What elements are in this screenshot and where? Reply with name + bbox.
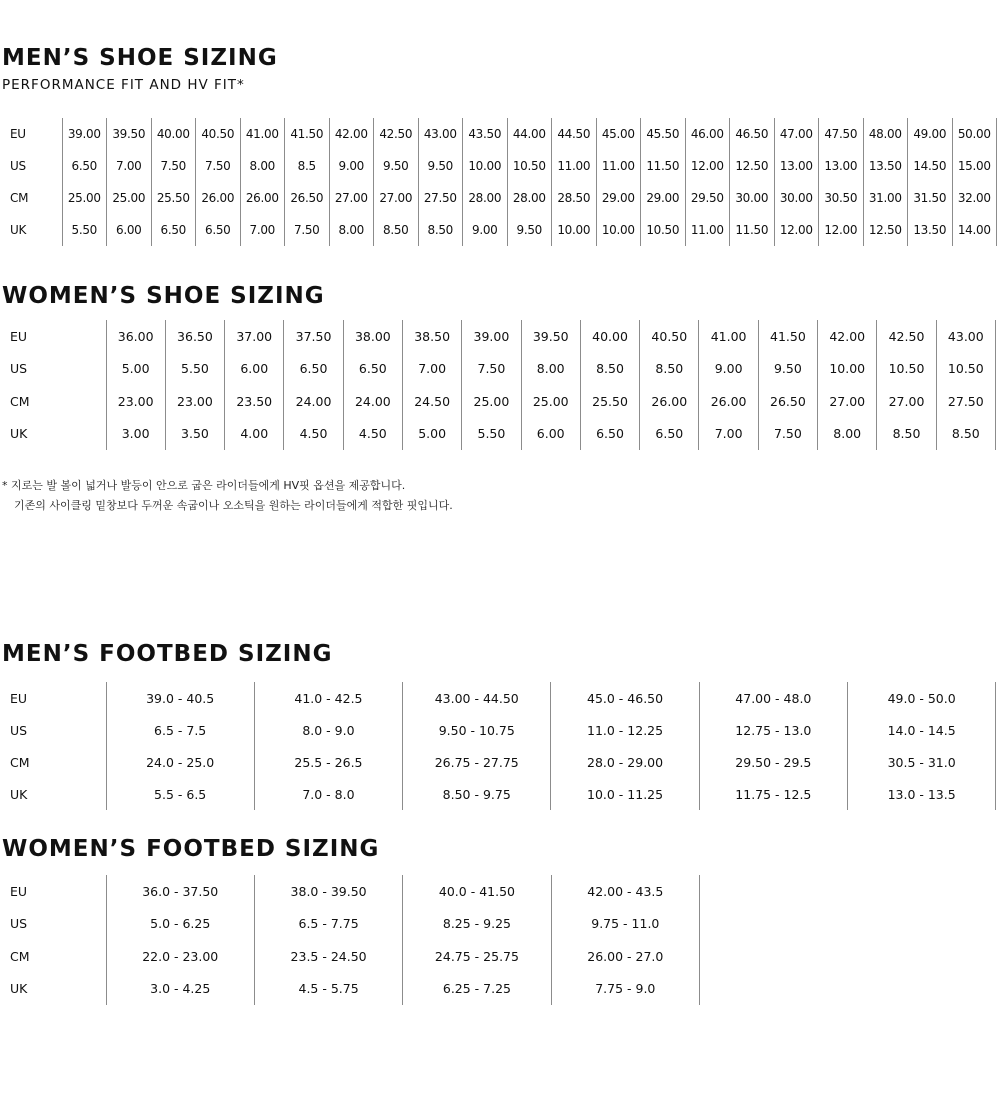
size-row-uk [0,418,996,451]
mens-shoe-sizing-subtitle: PERFORMANCE FIT AND HV FIT* [2,77,245,93]
size-cell: 10.00 [596,214,641,246]
size-system-label: UK [10,223,27,237]
size-cell: 6.5 - 7.75 [254,908,402,941]
size-cell: 49.00 [908,118,953,150]
size-row-eu [0,875,700,908]
size-cell: 41.00 [240,118,285,150]
size-cell: 3.00 [106,418,165,451]
size-cell: 9.00 [329,150,374,182]
size-cell: 29.00 [641,182,686,214]
size-cell: 7.50 [462,353,521,386]
size-cell: 27.00 [818,385,877,418]
womens-footbed-sizing-title: WOMEN’S FOOTBED SIZING [2,836,380,862]
size-cell: 41.50 [758,320,817,353]
size-cell: 9.00 [699,353,758,386]
size-cell: 41.0 - 42.5 [254,682,402,714]
size-cell: 30.00 [774,182,819,214]
size-cell: 50.00 [952,118,997,150]
size-cell: 6.25 - 7.25 [403,973,551,1006]
size-cell: 24.75 - 25.75 [403,940,551,973]
size-cell: 6.00 [225,353,284,386]
hv-fit-note [2,476,453,516]
size-cell: 11.00 [685,214,730,246]
size-cell: 38.50 [402,320,461,353]
size-cell: 23.00 [106,385,165,418]
size-system-label: US [10,159,26,173]
size-system-label: EU [10,127,26,141]
size-cell: 46.00 [685,118,730,150]
size-cell: 36.00 [106,320,165,353]
size-cell: 23.00 [165,385,224,418]
size-cell: 43.00 - 44.50 [403,682,551,714]
size-cell: 13.00 [819,150,864,182]
size-cell: 3.50 [165,418,224,451]
size-cell: 7.00 [402,353,461,386]
size-cell: 26.00 [699,385,758,418]
size-cell: 6.50 [640,418,699,451]
size-system-label: CM [10,754,30,770]
size-cell: 5.50 [62,214,107,246]
size-cell: 13.50 [908,214,953,246]
size-cell: 9.50 [418,150,463,182]
size-cell: 4.00 [225,418,284,451]
size-cell: 13.0 - 13.5 [847,778,995,810]
size-cell: 24.0 - 25.0 [106,746,254,778]
size-cell: 28.00 [463,182,508,214]
size-system-label: US [10,722,28,738]
size-cell: 4.5 - 5.75 [254,973,402,1006]
size-cell: 7.50 [196,150,241,182]
size-cell: 8.00 [240,150,285,182]
size-cell: 25.00 [521,385,580,418]
size-cell: 24.00 [284,385,343,418]
size-cell: 24.50 [402,385,461,418]
size-cell: 39.00 [462,320,521,353]
size-row-cm [0,940,700,973]
size-system-label: EU [10,328,28,344]
size-cell: 25.00 [462,385,521,418]
size-cell: 9.50 [374,150,419,182]
size-cell: 6.50 [151,214,196,246]
size-system-label: UK [10,981,28,997]
womens-footbed-size-table [0,875,700,1005]
size-cell: 8.50 [877,418,936,451]
size-cell: 43.50 [463,118,508,150]
size-cell: 5.50 [462,418,521,451]
size-cell: 29.00 [596,182,641,214]
size-cell: 36.0 - 37.50 [106,875,254,908]
size-cell: 6.50 [284,353,343,386]
size-cell: 40.0 - 41.50 [403,875,551,908]
size-cell: 7.50 [285,214,330,246]
womens-shoe-size-table [0,320,996,450]
size-cell: 13.50 [863,150,908,182]
size-cell: 27.50 [936,385,995,418]
size-row-uk [0,214,997,246]
hv-fit-note-line-2: 기존의 사이클링 밑창보다 두꺼운 속굽이나 오소틱을 원하는 라이더들에게 적합한 핏입니다. [14,499,453,512]
size-cell: 8.50 [640,353,699,386]
size-cell: 39.50 [107,118,152,150]
size-cell: 23.5 - 24.50 [254,940,402,973]
size-cell: 26.00 - 27.0 [551,940,699,973]
size-cell: 46.50 [730,118,775,150]
size-cell: 31.50 [908,182,953,214]
size-cell: 23.50 [225,385,284,418]
size-cell: 8.50 - 9.75 [403,778,551,810]
size-row-eu [0,118,997,150]
size-cell: 48.00 [863,118,908,150]
size-cell: 45.50 [641,118,686,150]
size-cell: 6.00 [107,214,152,246]
size-cell: 26.00 [240,182,285,214]
size-cell: 31.00 [863,182,908,214]
size-cell: 9.50 - 10.75 [403,714,551,746]
mens-footbed-sizing-title: MEN’S FOOTBED SIZING [2,641,333,667]
size-cell: 8.00 [521,353,580,386]
size-cell: 26.00 [196,182,241,214]
size-cell: 27.50 [418,182,463,214]
size-cell: 7.00 [107,150,152,182]
size-cell: 26.75 - 27.75 [403,746,551,778]
size-cell: 26.50 [285,182,330,214]
size-cell: 43.00 [418,118,463,150]
size-cell: 40.00 [151,118,196,150]
size-cell: 8.0 - 9.0 [254,714,402,746]
size-cell: 26.00 [640,385,699,418]
size-cell: 45.00 [596,118,641,150]
size-cell: 27.00 [374,182,419,214]
size-cell: 3.0 - 4.25 [106,973,254,1006]
size-cell: 25.00 [62,182,107,214]
size-cell: 9.50 [507,214,552,246]
size-cell: 12.00 [819,214,864,246]
size-cell: 27.00 [329,182,374,214]
size-cell: 12.00 [774,214,819,246]
size-cell: 7.50 [758,418,817,451]
size-cell: 5.00 [106,353,165,386]
size-cell: 14.00 [952,214,997,246]
size-cell: 25.00 [107,182,152,214]
size-row-cm [0,385,996,418]
size-cell: 38.00 [343,320,402,353]
size-cell: 40.50 [196,118,241,150]
size-cell: 13.00 [774,150,819,182]
size-row-cm [0,746,996,778]
size-row-us [0,714,996,746]
size-cell: 38.0 - 39.50 [254,875,402,908]
size-cell: 36.50 [165,320,224,353]
size-cell: 25.50 [151,182,196,214]
size-cell: 10.00 [552,214,597,246]
size-cell: 44.00 [507,118,552,150]
womens-shoe-sizing-title: WOMEN’S SHOE SIZING [2,283,325,309]
size-cell: 11.75 - 12.5 [699,778,847,810]
size-cell: 6.50 [343,353,402,386]
size-cell: 22.0 - 23.00 [106,940,254,973]
size-cell: 42.00 [818,320,877,353]
size-row-uk [0,778,996,810]
size-row-eu [0,320,996,353]
size-cell: 5.0 - 6.25 [106,908,254,941]
size-cell: 47.00 - 48.0 [699,682,847,714]
size-cell: 8.5 [285,150,330,182]
size-cell: 28.0 - 29.00 [551,746,699,778]
size-cell: 39.0 - 40.5 [106,682,254,714]
size-cell: 8.25 - 9.25 [403,908,551,941]
size-cell: 6.5 - 7.5 [106,714,254,746]
size-cell: 4.50 [343,418,402,451]
size-cell: 47.00 [774,118,819,150]
size-cell: 30.5 - 31.0 [847,746,995,778]
size-cell: 7.50 [151,150,196,182]
size-cell: 29.50 [685,182,730,214]
mens-footbed-size-table [0,682,996,810]
size-system-label: UK [10,786,28,802]
size-cell: 6.50 [62,150,107,182]
size-cell: 37.50 [284,320,343,353]
size-cell: 43.00 [936,320,995,353]
size-cell: 30.50 [819,182,864,214]
size-cell: 9.75 - 11.0 [551,908,699,941]
size-cell: 8.50 [418,214,463,246]
mens-shoe-sizing-title: MEN’S SHOE SIZING [2,45,278,71]
size-system-label: US [10,361,28,377]
size-cell: 28.00 [507,182,552,214]
size-cell: 10.50 [507,150,552,182]
size-cell: 8.00 [818,418,877,451]
size-cell: 15.00 [952,150,997,182]
size-system-label: CM [10,191,29,205]
size-row-uk [0,973,700,1006]
size-cell: 41.50 [285,118,330,150]
size-cell: 40.00 [580,320,639,353]
size-row-eu [0,682,996,714]
size-cell: 5.5 - 6.5 [106,778,254,810]
size-cell: 29.50 - 29.5 [699,746,847,778]
size-cell: 37.00 [225,320,284,353]
size-row-us [0,353,996,386]
size-system-label: EU [10,883,28,899]
size-cell: 11.00 [596,150,641,182]
size-cell: 45.0 - 46.50 [551,682,699,714]
size-cell: 40.50 [640,320,699,353]
size-system-label: CM [10,393,30,409]
size-system-label: UK [10,426,28,442]
size-cell: 5.00 [402,418,461,451]
size-cell: 14.0 - 14.5 [847,714,995,746]
size-cell: 25.50 [580,385,639,418]
size-cell: 11.50 [641,150,686,182]
size-system-label: EU [10,690,28,706]
size-cell: 4.50 [284,418,343,451]
size-cell: 10.00 [818,353,877,386]
size-cell: 8.00 [329,214,374,246]
size-cell: 10.0 - 11.25 [551,778,699,810]
size-cell: 42.50 [374,118,419,150]
size-cell: 8.50 [936,418,995,451]
size-cell: 44.50 [552,118,597,150]
size-cell: 14.50 [908,150,953,182]
size-cell: 11.00 [552,150,597,182]
size-cell: 7.00 [699,418,758,451]
size-cell: 6.50 [580,418,639,451]
size-cell: 12.50 [730,150,775,182]
size-cell: 6.00 [521,418,580,451]
size-cell: 12.00 [685,150,730,182]
size-cell: 42.50 [877,320,936,353]
size-cell: 10.00 [463,150,508,182]
size-cell: 12.50 [863,214,908,246]
size-cell: 42.00 - 43.5 [551,875,699,908]
size-cell: 25.5 - 26.5 [254,746,402,778]
mens-shoe-size-table [0,118,997,246]
size-row-us [0,908,700,941]
size-cell: 42.00 [329,118,374,150]
size-cell: 41.00 [699,320,758,353]
size-cell: 12.75 - 13.0 [699,714,847,746]
size-cell: 10.50 [936,353,995,386]
size-cell: 39.00 [62,118,107,150]
size-cell: 49.0 - 50.0 [847,682,995,714]
size-system-label: CM [10,948,30,964]
size-cell: 28.50 [552,182,597,214]
size-cell: 8.50 [580,353,639,386]
size-cell: 9.50 [758,353,817,386]
hv-fit-note-line-1: * 지로는 발 볼이 넓거나 발등이 안으로 굽은 라이더들에게 HV핏 옵션을 제공합니다. [2,479,406,492]
size-cell: 8.50 [374,214,419,246]
size-cell: 39.50 [521,320,580,353]
size-cell: 24.00 [343,385,402,418]
size-cell: 10.50 [641,214,686,246]
size-row-us [0,150,997,182]
size-cell: 10.50 [877,353,936,386]
size-cell: 9.00 [463,214,508,246]
size-cell: 27.00 [877,385,936,418]
size-cell: 5.50 [165,353,224,386]
size-cell: 7.00 [240,214,285,246]
size-row-cm [0,182,997,214]
size-cell: 47.50 [819,118,864,150]
size-cell: 26.50 [758,385,817,418]
size-cell: 11.50 [730,214,775,246]
size-cell: 7.0 - 8.0 [254,778,402,810]
size-system-label: US [10,916,28,932]
size-cell: 32.00 [952,182,997,214]
size-cell: 30.00 [730,182,775,214]
size-cell: 11.0 - 12.25 [551,714,699,746]
size-cell: 7.75 - 9.0 [551,973,699,1006]
size-cell: 6.50 [196,214,241,246]
